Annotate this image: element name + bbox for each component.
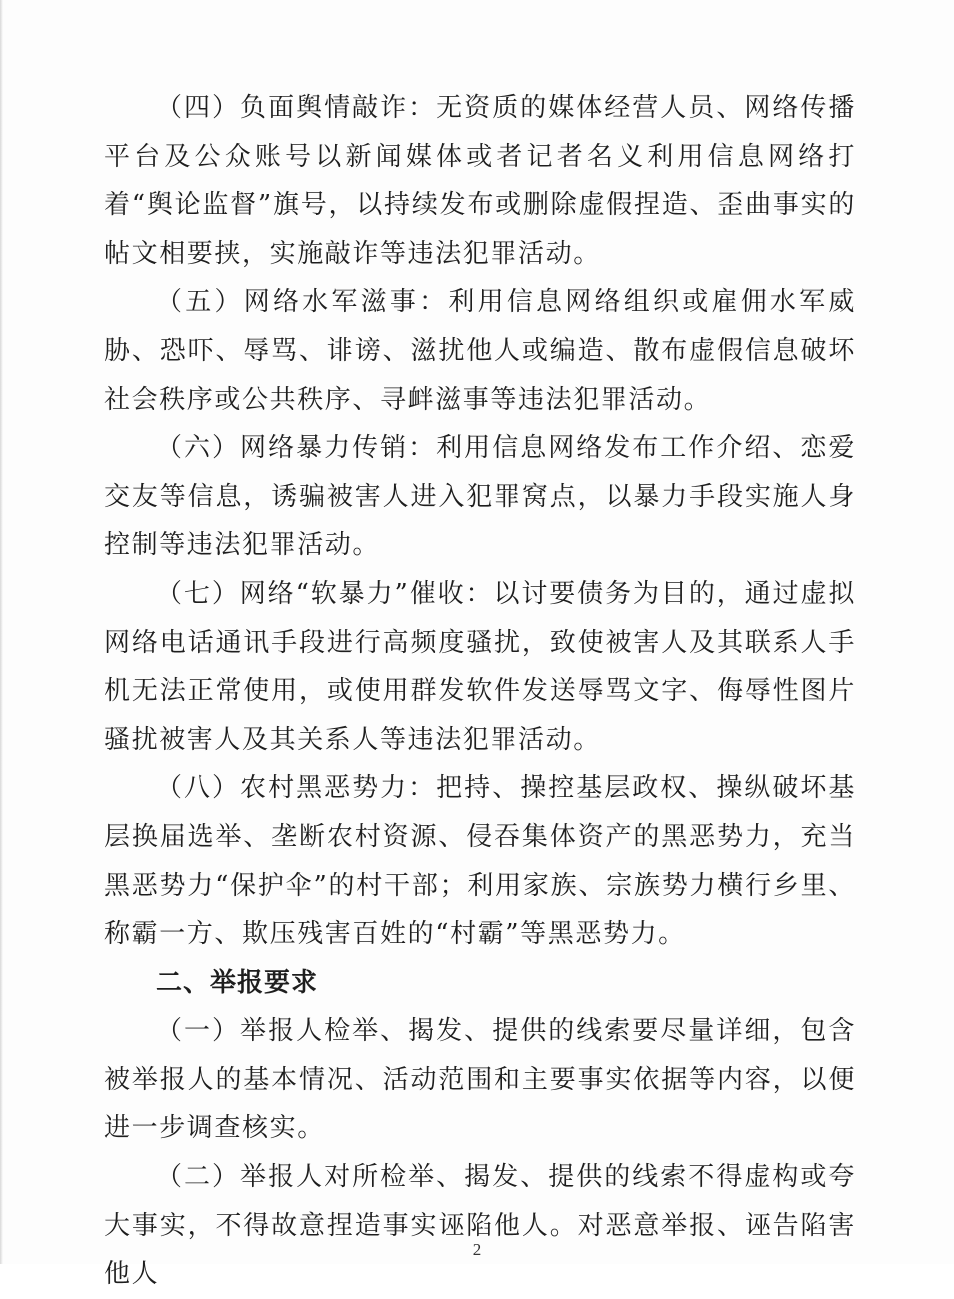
paragraph-requirement-detail: （一）举报人检举、揭发、提供的线索要尽量详细，包含被举报人的基本情况、活动范围和主要事实依据等内容，以便进一步调查核实。	[104, 1016, 856, 1144]
scan-edge	[0, 0, 3, 1264]
section-heading: 二、举报要求	[156, 967, 319, 998]
paragraph-internet-troll-trouble: （五）网络水军滋事：利用信息网络组织或雇佣水军威胁、恐吓、辱骂、诽谤、滋扰他人或编造、散布虚假信息破坏社会秩序或公共秩序、寻衅滋事等违法犯罪活动。	[104, 287, 856, 415]
page-number: 2	[472, 1240, 482, 1259]
paragraph-violent-pyramid-selling: （六）网络暴力传销：利用信息网络发布工作介绍、恋爱交友等信息，诱骗被害人进入犯罪窝点，以暴力手段实施人身控制等违法犯罪活动。	[104, 433, 856, 561]
document-body	[104, 84, 856, 1299]
paragraph-requirement-truthful: （二）举报人对所检举、揭发、提供的线索不得虚构或夸大事实，不得故意捏造事实诬陷他人。对恶意举报、诬告陷害他人	[104, 1162, 856, 1290]
paragraph-soft-violence-collection: （七）网络“软暴力”催收：以讨要债务为目的，通过虚拟网络电话通讯手段进行高频度骚扰，致使被害人及其联系人手机无法正常使用，或使用群发软件发送辱骂文字、侮辱性图片骚扰被害人及其关系人等违法犯罪活动。	[104, 578, 856, 755]
paragraph-negative-opinion-extortion: （四）负面舆情敲诈：无资质的媒体经营人员、网络传播平台及公众账号以新闻媒体或者记者名义利用信息网络打着“舆论监督”旗号，以持续发布或删除虚假捏造、歪曲事实的帖文相要挟，实施敲诈等违法犯罪活动。	[104, 93, 856, 269]
paragraph-rural-gang-forces: （八）农村黑恶势力：把持、操控基层政权、操纵破坏基层换届选举、垄断农村资源、侵吞集体资产的黑恶势力，充当黑恶势力“保护伞”的村干部；利用家族、宗族势力横行乡里、称霸一方、欺压残害百姓的“村霸”等黑恶势力。	[104, 773, 856, 950]
